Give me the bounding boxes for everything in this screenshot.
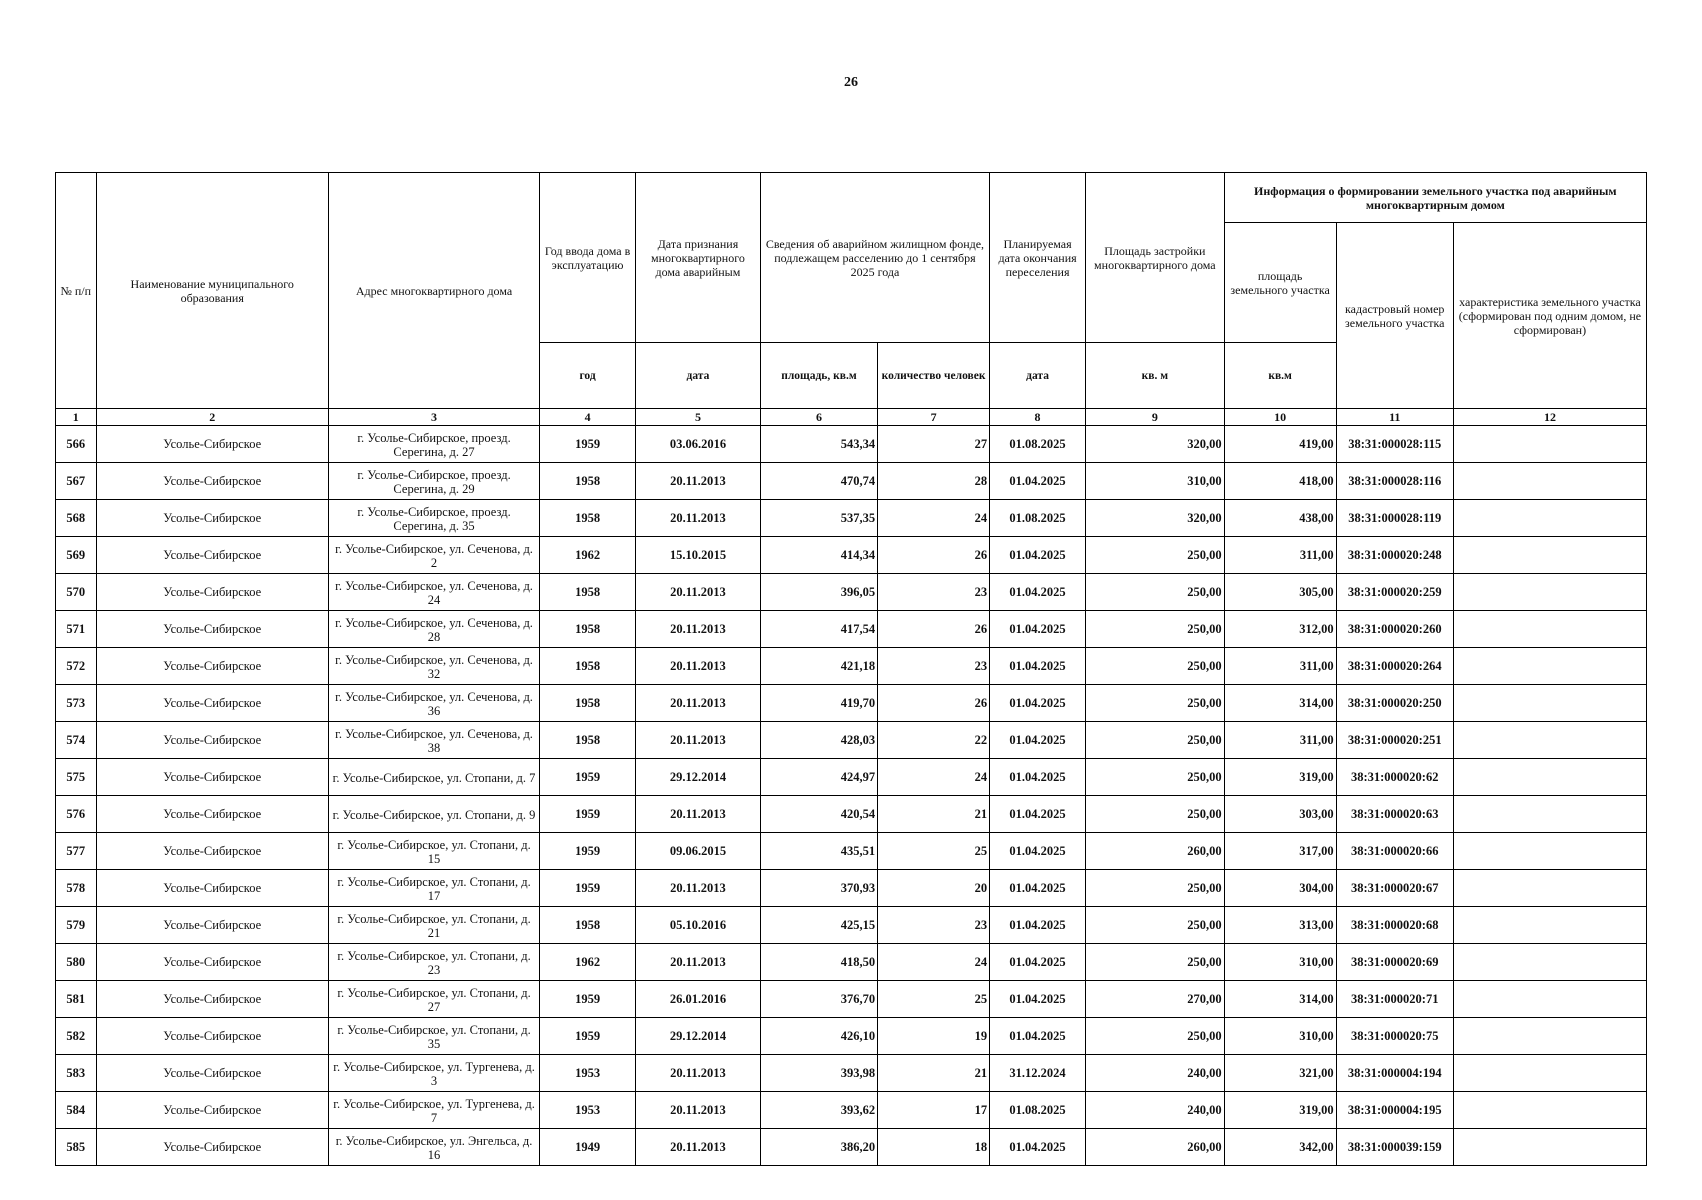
cadastral-number-cell: 38:31:000020:68 [1336,907,1453,944]
page-number: 26 [844,75,858,90]
municipality-cell: Усолье-Сибирское [96,685,328,722]
header-building-area: Площадь застройки многоквартирного дома [1086,173,1225,343]
header-municipality: Наименование муниципального образования [96,173,328,409]
building-area-cell: 270,00 [1086,981,1225,1018]
building-area-cell: 310,00 [1086,463,1225,500]
land-characteristic-cell [1453,1055,1646,1092]
cadastral-number-cell: 38:31:000020:67 [1336,870,1453,907]
area-cell: 424,97 [760,759,877,796]
land-characteristic-cell [1453,981,1646,1018]
row-number: 575 [56,759,97,796]
column-number: 1 [56,409,97,426]
cadastral-number-cell: 38:31:000020:63 [1336,796,1453,833]
year-built-cell: 1958 [540,722,636,759]
date-declared-cell: 20.11.2013 [636,796,761,833]
municipality-cell: Усолье-Сибирское [96,500,328,537]
area-cell: 376,70 [760,981,877,1018]
date-declared-cell: 03.06.2016 [636,426,761,463]
land-characteristic-cell [1453,944,1646,981]
date-declared-cell: 20.11.2013 [636,574,761,611]
land-area-cell: 319,00 [1224,1092,1336,1129]
land-area-cell: 342,00 [1224,1129,1336,1166]
address-cell: г. Усолье-Сибирское, ул. Стопани, д. 35 [328,1018,539,1055]
planned-end-cell: 01.04.2025 [990,907,1086,944]
land-characteristic-cell [1453,1092,1646,1129]
row-number: 580 [56,944,97,981]
column-number: 7 [878,409,990,426]
year-built-cell: 1959 [540,870,636,907]
year-built-cell: 1959 [540,981,636,1018]
address-cell: г. Усолье-Сибирское, ул. Сеченова, д. 36 [328,685,539,722]
area-cell: 435,51 [760,833,877,870]
address-cell: г. Усолье-Сибирское, ул. Стопани, д. 17 [328,870,539,907]
table-row [56,759,1647,796]
year-built-cell: 1962 [540,537,636,574]
row-number: 577 [56,833,97,870]
row-number: 566 [56,426,97,463]
year-built-cell: 1949 [540,1129,636,1166]
land-area-cell: 314,00 [1224,685,1336,722]
people-count-cell: 21 [878,796,990,833]
area-cell: 393,98 [760,1055,877,1092]
year-built-cell: 1962 [540,944,636,981]
row-number: 579 [56,907,97,944]
land-characteristic-cell [1453,611,1646,648]
cadastral-number-cell: 38:31:000020:260 [1336,611,1453,648]
area-cell: 426,10 [760,1018,877,1055]
area-cell: 419,70 [760,685,877,722]
building-area-cell: 240,00 [1086,1092,1225,1129]
column-number: 9 [1086,409,1225,426]
people-count-cell: 17 [878,1092,990,1129]
planned-end-cell: 01.04.2025 [990,574,1086,611]
area-cell: 543,34 [760,426,877,463]
land-area-cell: 321,00 [1224,1055,1336,1092]
building-area-cell: 250,00 [1086,759,1225,796]
address-cell: г. Усолье-Сибирское, ул. Стопани, д. 27 [328,981,539,1018]
land-characteristic-cell [1453,1018,1646,1055]
planned-end-cell: 31.12.2024 [990,1055,1086,1092]
planned-end-cell: 01.04.2025 [990,796,1086,833]
header-land-characteristic: характеристика земельного участка (сформирован под одним домом, не сформирован) [1453,223,1646,409]
building-area-cell: 320,00 [1086,426,1225,463]
building-area-cell: 260,00 [1086,833,1225,870]
municipality-cell: Усолье-Сибирское [96,1055,328,1092]
cadastral-number-cell: 38:31:000020:248 [1336,537,1453,574]
column-number: 3 [328,409,539,426]
planned-end-cell: 01.04.2025 [990,833,1086,870]
header-cadastral-number: кадастровый номер земельного участка [1336,223,1453,409]
planned-end-cell: 01.04.2025 [990,981,1086,1018]
table-row [56,426,1647,463]
municipality-cell: Усолье-Сибирское [96,1018,328,1055]
land-characteristic-cell [1453,537,1646,574]
year-built-cell: 1958 [540,648,636,685]
table-body [56,426,1647,1166]
date-declared-cell: 20.11.2013 [636,722,761,759]
people-count-cell: 23 [878,907,990,944]
building-area-cell: 320,00 [1086,500,1225,537]
row-number: 576 [56,796,97,833]
table-row [56,574,1647,611]
address-cell: г. Усолье-Сибирское, ул. Тургенева, д. 7 [328,1092,539,1129]
row-number: 567 [56,463,97,500]
building-area-cell: 250,00 [1086,685,1225,722]
address-cell: г. Усолье-Сибирское, ул. Стопани, д. 23 [328,944,539,981]
land-area-cell: 317,00 [1224,833,1336,870]
column-number: 11 [1336,409,1453,426]
table-row [56,833,1647,870]
year-built-cell: 1959 [540,796,636,833]
year-built-cell: 1959 [540,1018,636,1055]
year-built-cell: 1959 [540,426,636,463]
land-area-cell: 305,00 [1224,574,1336,611]
building-area-cell: 250,00 [1086,1018,1225,1055]
area-cell: 396,05 [760,574,877,611]
land-area-cell: 313,00 [1224,907,1336,944]
date-declared-cell: 29.12.2014 [636,1018,761,1055]
table-row [56,981,1647,1018]
date-declared-cell: 15.10.2015 [636,537,761,574]
planned-end-cell: 01.04.2025 [990,1018,1086,1055]
land-area-cell: 314,00 [1224,981,1336,1018]
header-land-info: Информация о формировании земельного участка под аварийным многоквартирным домом [1224,173,1646,223]
year-built-cell: 1959 [540,759,636,796]
year-built-cell: 1958 [540,907,636,944]
municipality-cell: Усолье-Сибирское [96,833,328,870]
area-cell: 537,35 [760,500,877,537]
cadastral-number-cell: 38:31:000020:264 [1336,648,1453,685]
cadastral-number-cell: 38:31:000020:71 [1336,981,1453,1018]
area-cell: 470,74 [760,463,877,500]
date-declared-cell: 20.11.2013 [636,1092,761,1129]
planned-end-cell: 01.04.2025 [990,685,1086,722]
year-built-cell: 1959 [540,833,636,870]
date-declared-cell: 20.11.2013 [636,1055,761,1092]
date-declared-cell: 20.11.2013 [636,685,761,722]
people-count-cell: 26 [878,685,990,722]
table-row [56,870,1647,907]
address-cell: г. Усолье-Сибирское, ул. Энгельса, д. 16 [328,1129,539,1166]
land-area-cell: 419,00 [1224,426,1336,463]
unit-area: площадь, кв.м [760,343,877,409]
unit-sq-m: кв. м [1086,343,1225,409]
date-declared-cell: 29.12.2014 [636,759,761,796]
row-number: 582 [56,1018,97,1055]
land-characteristic-cell [1453,759,1646,796]
land-characteristic-cell [1453,907,1646,944]
people-count-cell: 28 [878,463,990,500]
municipality-cell: Усолье-Сибирское [96,796,328,833]
date-declared-cell: 20.11.2013 [636,1129,761,1166]
table-row [56,500,1647,537]
cadastral-number-cell: 38:31:000028:119 [1336,500,1453,537]
area-cell: 370,93 [760,870,877,907]
table-row [56,796,1647,833]
building-area-cell: 250,00 [1086,944,1225,981]
planned-end-cell: 01.04.2025 [990,611,1086,648]
address-cell: г. Усолье-Сибирское, проезд. Серегина, д. 27 [328,426,539,463]
cadastral-number-cell: 38:31:000039:159 [1336,1129,1453,1166]
planned-end-cell: 01.04.2025 [990,722,1086,759]
row-number: 572 [56,648,97,685]
land-characteristic-cell [1453,722,1646,759]
cadastral-number-cell: 38:31:000004:194 [1336,1055,1453,1092]
planned-end-cell: 01.04.2025 [990,759,1086,796]
area-cell: 420,54 [760,796,877,833]
date-declared-cell: 20.11.2013 [636,500,761,537]
table-header [56,173,1647,426]
land-area-cell: 311,00 [1224,722,1336,759]
municipality-cell: Усолье-Сибирское [96,574,328,611]
building-area-cell: 250,00 [1086,722,1225,759]
address-cell: г. Усолье-Сибирское, проезд. Серегина, д. 35 [328,500,539,537]
header-date-declared: Дата признания многоквартирного дома аварийным [636,173,761,343]
land-area-cell: 311,00 [1224,537,1336,574]
area-cell: 393,62 [760,1092,877,1129]
planned-end-cell: 01.04.2025 [990,537,1086,574]
people-count-cell: 23 [878,574,990,611]
land-area-cell: 438,00 [1224,500,1336,537]
land-area-cell: 319,00 [1224,759,1336,796]
area-cell: 418,50 [760,944,877,981]
year-built-cell: 1953 [540,1092,636,1129]
municipality-cell: Усолье-Сибирское [96,537,328,574]
address-cell: г. Усолье-Сибирское, ул. Тургенева, д. 3 [328,1055,539,1092]
cadastral-number-cell: 38:31:000020:66 [1336,833,1453,870]
table-row [56,944,1647,981]
row-number: 584 [56,1092,97,1129]
municipality-cell: Усолье-Сибирское [96,759,328,796]
column-number: 12 [1453,409,1646,426]
year-built-cell: 1958 [540,611,636,648]
planned-end-cell: 01.08.2025 [990,500,1086,537]
building-area-cell: 250,00 [1086,870,1225,907]
land-area-cell: 304,00 [1224,870,1336,907]
row-number: 570 [56,574,97,611]
address-cell: г. Усолье-Сибирское, ул. Сеченова, д. 28 [328,611,539,648]
municipality-cell: Усолье-Сибирское [96,870,328,907]
land-area-cell: 312,00 [1224,611,1336,648]
people-count-cell: 23 [878,648,990,685]
unit-year: год [540,343,636,409]
planned-end-cell: 01.04.2025 [990,648,1086,685]
address-cell: г. Усолье-Сибирское, проезд. Серегина, д. 29 [328,463,539,500]
people-count-cell: 24 [878,944,990,981]
area-cell: 421,18 [760,648,877,685]
people-count-cell: 26 [878,537,990,574]
municipality-cell: Усолье-Сибирское [96,611,328,648]
people-count-cell: 25 [878,981,990,1018]
land-characteristic-cell [1453,833,1646,870]
municipality-cell: Усолье-Сибирское [96,1129,328,1166]
table-row [56,463,1647,500]
municipality-cell: Усолье-Сибирское [96,907,328,944]
people-count-cell: 20 [878,870,990,907]
land-area-cell: 310,00 [1224,1018,1336,1055]
people-count-cell: 21 [878,1055,990,1092]
address-cell: г. Усолье-Сибирское, ул. Стопани, д. 9 [328,796,539,833]
municipality-cell: Усолье-Сибирское [96,944,328,981]
planned-end-cell: 01.08.2025 [990,426,1086,463]
people-count-cell: 25 [878,833,990,870]
year-built-cell: 1958 [540,685,636,722]
date-declared-cell: 20.11.2013 [636,611,761,648]
table-row [56,537,1647,574]
address-cell: г. Усолье-Сибирское, ул. Стопани, д. 15 [328,833,539,870]
row-number: 574 [56,722,97,759]
land-characteristic-cell [1453,463,1646,500]
table-row [56,648,1647,685]
municipality-cell: Усолье-Сибирское [96,1092,328,1129]
date-declared-cell: 20.11.2013 [636,870,761,907]
date-declared-cell: 26.01.2016 [636,981,761,1018]
unit-people: количество человек [878,343,990,409]
building-area-cell: 250,00 [1086,537,1225,574]
area-cell: 417,54 [760,611,877,648]
planned-end-cell: 01.04.2025 [990,463,1086,500]
building-area-cell: 260,00 [1086,1129,1225,1166]
building-area-cell: 240,00 [1086,1055,1225,1092]
people-count-cell: 24 [878,759,990,796]
land-area-cell: 303,00 [1224,796,1336,833]
unit-date: дата [636,343,761,409]
cadastral-number-cell: 38:31:000020:62 [1336,759,1453,796]
cadastral-number-cell: 38:31:000028:115 [1336,426,1453,463]
land-area-cell: 418,00 [1224,463,1336,500]
column-number: 10 [1224,409,1336,426]
address-cell: г. Усолье-Сибирское, ул. Сеченова, д. 2 [328,537,539,574]
column-number: 4 [540,409,636,426]
cadastral-number-cell: 38:31:000020:250 [1336,685,1453,722]
land-characteristic-cell [1453,426,1646,463]
date-declared-cell: 05.10.2016 [636,907,761,944]
cadastral-number-cell: 38:31:000028:116 [1336,463,1453,500]
area-cell: 386,20 [760,1129,877,1166]
building-area-cell: 250,00 [1086,907,1225,944]
row-number: 578 [56,870,97,907]
table-row [56,1018,1647,1055]
municipality-cell: Усолье-Сибирское [96,722,328,759]
header-land-area: площадь земельного участка [1224,223,1336,343]
header-address: Адрес многоквартирного дома [328,173,539,409]
column-numbers-row [56,409,1647,426]
header-planned-end: Планируемая дата окончания переселения [990,173,1086,343]
address-cell: г. Усолье-Сибирское, ул. Стопани, д. 21 [328,907,539,944]
date-declared-cell: 20.11.2013 [636,648,761,685]
people-count-cell: 18 [878,1129,990,1166]
building-area-cell: 250,00 [1086,574,1225,611]
header-year-built: Год ввода дома в эксплуатацию [540,173,636,343]
emergency-housing-table [55,172,1647,1166]
municipality-cell: Усолье-Сибирское [96,648,328,685]
municipality-cell: Усолье-Сибирское [96,981,328,1018]
date-declared-cell: 20.11.2013 [636,944,761,981]
people-count-cell: 19 [878,1018,990,1055]
area-cell: 414,34 [760,537,877,574]
year-built-cell: 1953 [540,1055,636,1092]
planned-end-cell: 01.04.2025 [990,944,1086,981]
building-area-cell: 250,00 [1086,648,1225,685]
land-characteristic-cell [1453,870,1646,907]
planned-end-cell: 01.08.2025 [990,1092,1086,1129]
cadastral-number-cell: 38:31:000020:69 [1336,944,1453,981]
address-cell: г. Усолье-Сибирское, ул. Стопани, д. 7 [328,759,539,796]
address-cell: г. Усолье-Сибирское, ул. Сеченова, д. 32 [328,648,539,685]
land-characteristic-cell [1453,500,1646,537]
row-number: 583 [56,1055,97,1092]
table-row [56,611,1647,648]
land-characteristic-cell [1453,1129,1646,1166]
area-cell: 425,15 [760,907,877,944]
row-number: 585 [56,1129,97,1166]
date-declared-cell: 09.06.2015 [636,833,761,870]
area-cell: 428,03 [760,722,877,759]
planned-end-cell: 01.04.2025 [990,870,1086,907]
land-characteristic-cell [1453,685,1646,722]
column-number: 5 [636,409,761,426]
row-number: 581 [56,981,97,1018]
people-count-cell: 22 [878,722,990,759]
municipality-cell: Усолье-Сибирское [96,463,328,500]
unit-end-date: дата [990,343,1086,409]
year-built-cell: 1958 [540,574,636,611]
table-row [56,722,1647,759]
cadastral-number-cell: 38:31:000020:75 [1336,1018,1453,1055]
land-area-cell: 311,00 [1224,648,1336,685]
land-characteristic-cell [1453,574,1646,611]
year-built-cell: 1958 [540,500,636,537]
table-row [56,1092,1647,1129]
building-area-cell: 250,00 [1086,796,1225,833]
column-number: 2 [96,409,328,426]
cadastral-number-cell: 38:31:000020:259 [1336,574,1453,611]
people-count-cell: 26 [878,611,990,648]
header-emergency-fund: Сведения об аварийном жилищном фонде, подлежащем расселению до 1 сентября 2025 года [760,173,989,343]
cadastral-number-cell: 38:31:000020:251 [1336,722,1453,759]
header-number: № п/п [56,173,97,409]
row-number: 573 [56,685,97,722]
row-number: 568 [56,500,97,537]
land-characteristic-cell [1453,648,1646,685]
planned-end-cell: 01.04.2025 [990,1129,1086,1166]
address-cell: г. Усолье-Сибирское, ул. Сеченова, д. 38 [328,722,539,759]
people-count-cell: 24 [878,500,990,537]
people-count-cell: 27 [878,426,990,463]
unit-land-sq-m: кв.м [1224,343,1336,409]
table-row [56,1129,1647,1166]
date-declared-cell: 20.11.2013 [636,463,761,500]
table-row [56,907,1647,944]
address-cell: г. Усолье-Сибирское, ул. Сеченова, д. 24 [328,574,539,611]
table-row [56,685,1647,722]
year-built-cell: 1958 [540,463,636,500]
column-number: 6 [760,409,877,426]
municipality-cell: Усолье-Сибирское [96,426,328,463]
land-area-cell: 310,00 [1224,944,1336,981]
row-number: 571 [56,611,97,648]
table-row [56,1055,1647,1092]
building-area-cell: 250,00 [1086,611,1225,648]
cadastral-number-cell: 38:31:000004:195 [1336,1092,1453,1129]
column-number: 8 [990,409,1086,426]
land-characteristic-cell [1453,796,1646,833]
row-number: 569 [56,537,97,574]
